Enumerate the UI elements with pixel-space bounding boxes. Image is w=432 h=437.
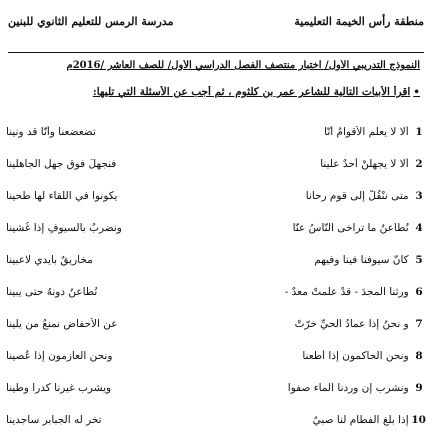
verse-second-hemistich: ونضربُ بالسيوفِ إذا غُشينا — [6, 222, 122, 234]
verse-second-hemistich: يكونوا في اللقاء لها طحينا — [6, 190, 118, 202]
verse-number: 1 — [415, 126, 423, 138]
page-header — [8, 10, 424, 32]
verse-row — [6, 116, 426, 148]
school-name: مدرسة الرمس للتعليم الثانوي للبنين — [8, 14, 174, 28]
verse-first-hemistich — [295, 318, 426, 330]
verse-first-hemistich — [313, 414, 426, 426]
verse-second-hemistich: نُطاعنُ دونهُ حتى يبينا — [6, 286, 98, 298]
verse-number: 7 — [415, 318, 423, 330]
verse-first-hemistich — [285, 286, 426, 298]
verse-row — [6, 244, 426, 276]
verse-second-hemistich: فنجهلَ فوق جهل الجاهلينا — [6, 158, 117, 170]
instruction-bullet: • — [413, 86, 420, 98]
verse-sadr-text: نُطاعنُ ما تراخى النّاسُ عنّا — [292, 222, 409, 234]
verse-sadr-text: ألا لا يعلم الأقوامُ أنّا — [324, 126, 409, 138]
verse-row — [6, 372, 426, 404]
verse-first-hemistich — [306, 190, 426, 202]
verse-number: 6 — [415, 286, 423, 298]
verse-first-hemistich — [320, 158, 426, 170]
verse-row — [6, 276, 426, 308]
verse-sadr-text: كأنّ سيوفنا فينا وفيهم — [314, 254, 409, 266]
verse-row — [6, 212, 426, 244]
test-title: النموذج التدريبي الأول/ اختبار منتصف الفصل الدراسي الأول/ للصف العاشر /2016م — [66, 60, 420, 71]
verse-number: 10 — [411, 414, 426, 426]
verse-sadr-text: ونشرب إن وردنا الماء صفوا — [287, 382, 409, 394]
verses-list — [6, 116, 426, 436]
verse-sadr-text: متى ننْقُلْ إلى قومٍ رحانا — [305, 190, 409, 202]
verse-second-hemistich: تخر له الجبابر ساجدينا — [6, 414, 102, 426]
region-name: منطقة رأس الخيمة التعليمية — [294, 14, 424, 28]
header-divider — [8, 52, 424, 53]
verse-number: 5 — [415, 254, 423, 266]
verse-sadr-text: ونحن الحاكمون إذا أُطعنا — [302, 350, 409, 362]
verse-row — [6, 404, 426, 436]
verse-first-hemistich — [314, 254, 426, 266]
verse-sadr-text: ورثنا المجدَ - قدْ علمتْ معدٌ - — [284, 286, 409, 298]
verse-number: 3 — [415, 190, 423, 202]
verse-second-hemistich: ونحن العازمون إذا عُصينا — [6, 350, 113, 362]
verse-sadr-text: إذا بلغ الفطام لنا صبيٌ — [312, 414, 409, 426]
verse-number: 4 — [415, 222, 423, 234]
verse-first-hemistich — [288, 382, 426, 394]
verse-second-hemistich: تضعضعنا وأنّا قد ونينا — [6, 126, 96, 138]
verse-number: 8 — [415, 350, 423, 362]
instruction — [8, 86, 420, 104]
verse-first-hemistich — [293, 222, 426, 234]
verse-second-hemistich: عن الأحفاضِ نمنعُ من يلينا — [6, 318, 118, 330]
verse-row — [6, 148, 426, 180]
verse-number: 2 — [415, 158, 423, 170]
verse-row — [6, 340, 426, 372]
instruction-text: اقرأ الأبيات التالية للشاعر عمر بن كلثوم ، ثم أجب عن الأسئلة التي تليها: — [92, 86, 411, 98]
verse-second-hemistich: ويشرب غيرنا كدرا وطينا — [6, 382, 112, 394]
verse-second-hemistich: مخاريقٌ بأيدي لاعبينا — [6, 254, 93, 266]
verse-sadr-text: ألا لا يجهلنْ أحدٌ علينا — [320, 158, 409, 170]
verse-sadr-text: و نحنُ إذا عمادُ الحيِّ خرّتْ — [294, 318, 409, 330]
verse-row — [6, 308, 426, 340]
verse-first-hemistich — [324, 126, 426, 138]
verse-number: 9 — [415, 382, 423, 394]
verse-first-hemistich — [302, 350, 426, 362]
verse-row — [6, 180, 426, 212]
